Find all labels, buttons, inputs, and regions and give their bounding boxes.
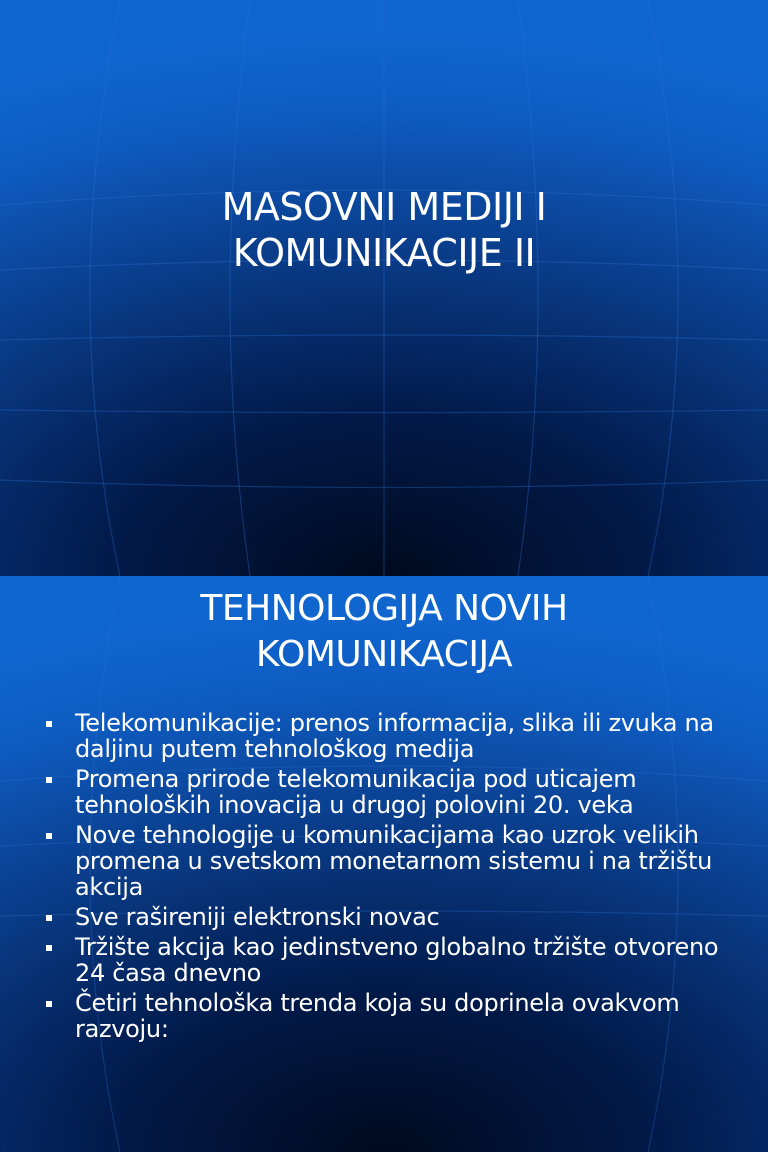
square-bullet-icon	[46, 833, 52, 839]
slide-title	[0, 586, 768, 678]
square-bullet-icon	[46, 945, 52, 951]
list-item	[44, 990, 744, 1042]
bullet-text: Nove tehnologije u komunikacijama kao uzrok velikih promena u svetskom monetarnom sistemu i na tržištu akcija	[75, 821, 712, 901]
slide-title	[0, 184, 768, 276]
square-bullet-icon	[46, 721, 52, 727]
content-slide	[0, 576, 768, 1152]
bullet-text: Telekomunikacije: prenos informacija, slika ili zvuka na daljinu putem tehnološkog medija	[75, 709, 714, 763]
square-bullet-icon	[46, 777, 52, 783]
list-item	[44, 710, 744, 762]
list-item	[44, 904, 744, 930]
list-item	[44, 766, 744, 818]
title-line: MASOVNI MEDIJI I	[221, 185, 547, 229]
list-item	[44, 934, 744, 986]
title-line: KOMUNIKACIJA	[255, 634, 513, 675]
bullet-text: Promena prirode telekomunikacija pod uticajem tehnoloških inovacija u drugoj polovini 20. veka	[75, 765, 637, 819]
bullet-text: Tržište akcija kao jedinstveno globalno tržište otvoreno 24 časa dnevno	[75, 933, 719, 987]
bullet-list	[44, 710, 744, 1046]
square-bullet-icon	[46, 915, 52, 921]
list-item	[44, 822, 744, 900]
square-bullet-icon	[46, 1001, 52, 1007]
title-line: KOMUNIKACIJE II	[232, 231, 536, 275]
bullet-text: Sve rašireniji elektronski novac	[75, 903, 440, 931]
bullet-text: Četiri tehnološka trenda koja su doprinela ovakvom razvoju:	[75, 989, 680, 1043]
title-line: TEHNOLOGIJA NOVIH	[200, 588, 568, 629]
